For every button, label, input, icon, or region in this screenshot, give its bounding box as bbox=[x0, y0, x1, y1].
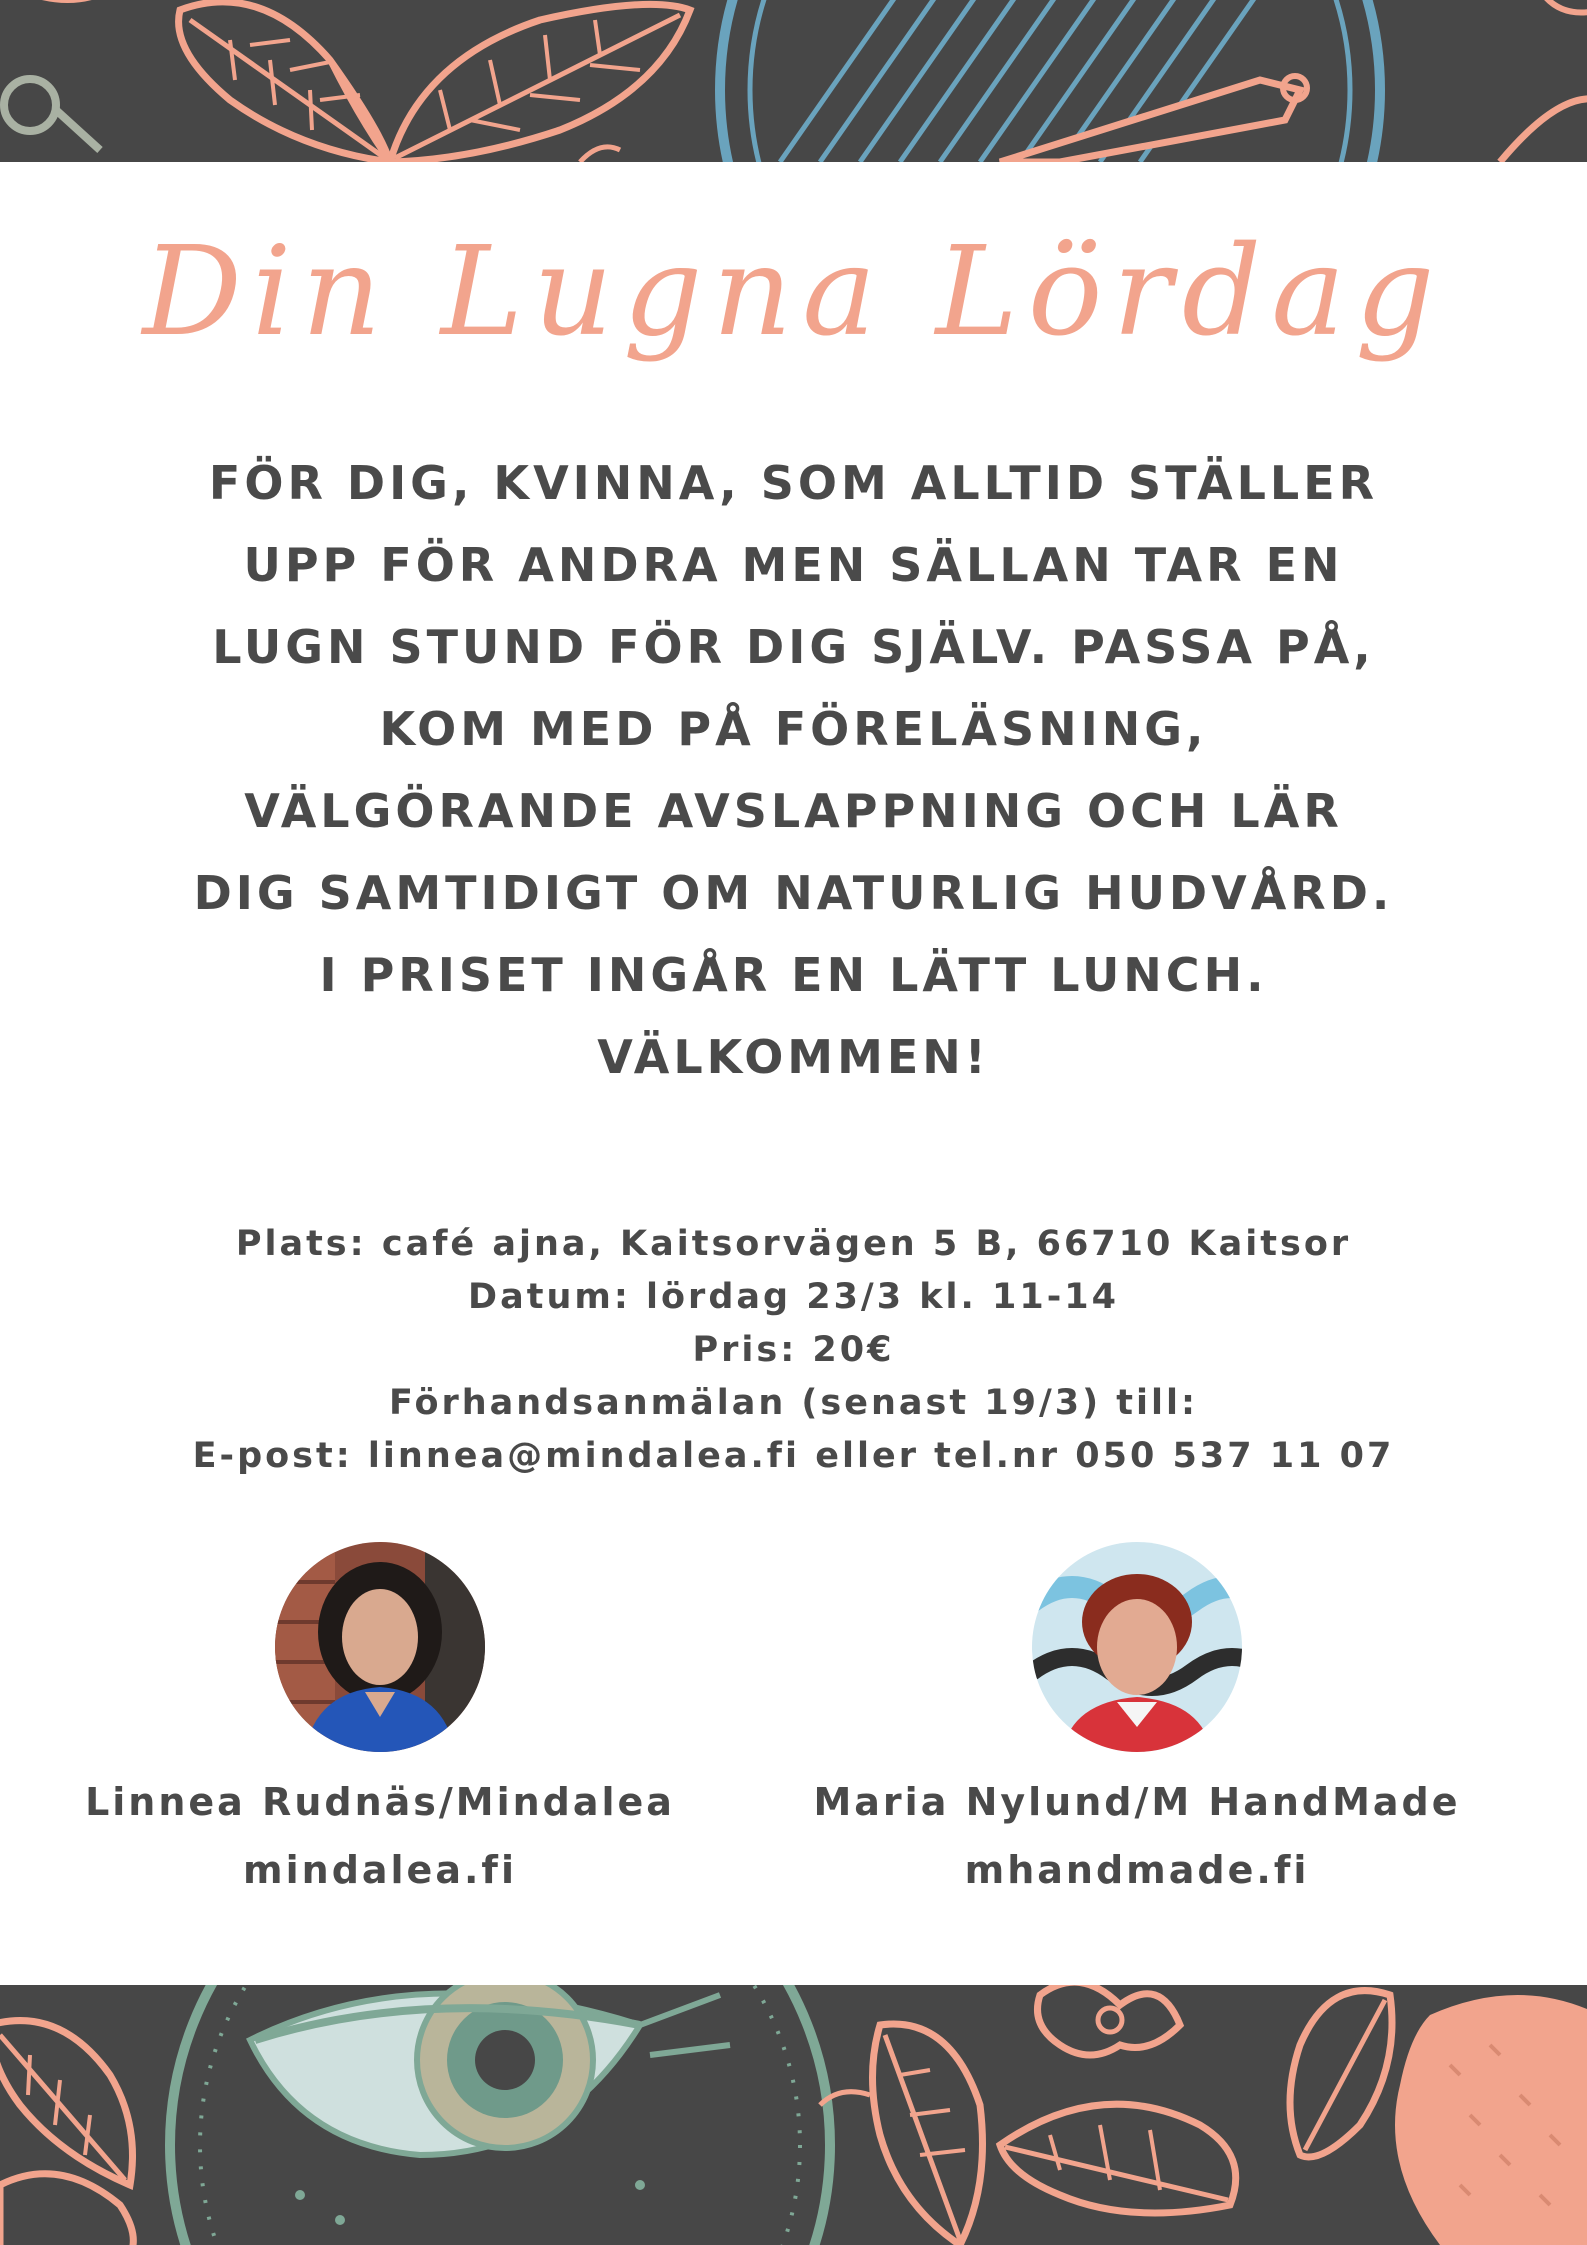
intro-line: DIG SAMTIDIGT OM NATURLIG HUDVÅRD. bbox=[193, 866, 1394, 920]
leaf-icon bbox=[873, 2024, 983, 2245]
flower-icon bbox=[1038, 1985, 1181, 2055]
host-website[interactable]: mhandmade.fi bbox=[964, 1848, 1310, 1892]
host-name: Linnea Rudnäs/Mindalea bbox=[85, 1780, 675, 1824]
event-price: Pris: 20€ bbox=[692, 1330, 895, 1370]
host-card bbox=[757, 1542, 1517, 1898]
intro-text bbox=[180, 442, 1407, 1098]
host-card bbox=[0, 1542, 760, 1898]
botanical-pattern-top bbox=[0, 0, 1587, 162]
avatar bbox=[1032, 1542, 1242, 1752]
intro-line: KOM MED PÅ FÖRELÄSNING, bbox=[379, 702, 1208, 756]
intro-line: FÖR DIG, KVINNA, SOM ALLTID STÄLLER bbox=[208, 456, 1379, 510]
event-date: Datum: lördag 23/3 kl. 11-14 bbox=[468, 1277, 1119, 1317]
event-registration: Förhandsanmälan (senast 19/3) till: bbox=[388, 1383, 1199, 1423]
leaf-icon bbox=[1290, 1991, 1392, 2157]
leaf-icon bbox=[0, 2021, 133, 2185]
leaf-icon bbox=[1000, 2104, 1236, 2213]
ornate-circle-icon bbox=[720, 0, 1380, 162]
avatar bbox=[275, 1542, 485, 1752]
host-name: Maria Nylund/M HandMade bbox=[813, 1780, 1461, 1824]
event-contact: E-post: linnea@mindalea.fi eller tel.nr 050 537 11 07 bbox=[192, 1436, 1395, 1476]
event-details bbox=[0, 1218, 1587, 1483]
botanical-pattern-bottom bbox=[0, 1985, 1587, 2245]
content-panel bbox=[0, 162, 1587, 1985]
intro-line: VÄLGÖRANDE AVSLAPPNING OCH LÄR bbox=[244, 784, 1343, 838]
intro-line: LUGN STUND FÖR DIG SJÄLV. PASSA PÅ, bbox=[212, 620, 1375, 674]
leaf-icon bbox=[179, 2, 390, 162]
leaf-icon bbox=[0, 2174, 133, 2245]
key-ornament-icon bbox=[4, 79, 100, 150]
leaf-icon bbox=[390, 4, 690, 162]
top-decorative-band bbox=[0, 0, 1587, 162]
host-website[interactable]: mindalea.fi bbox=[243, 1848, 517, 1892]
page-title: Din Lugna Lördag bbox=[142, 220, 1445, 364]
bottom-decorative-band bbox=[0, 1985, 1587, 2245]
intro-line: I PRISET INGÅR EN LÄTT LUNCH. bbox=[319, 948, 1268, 1002]
eye-icon bbox=[170, 1985, 830, 2245]
intro-line: UPP FÖR ANDRA MEN SÄLLAN TAR EN bbox=[243, 538, 1344, 592]
event-place: Plats: café ajna, Kaitsorvägen 5 B, 66710 Kaitsor bbox=[235, 1224, 1352, 1264]
fruit-icon bbox=[1395, 1995, 1587, 2245]
intro-line: VÄLKOMMEN! bbox=[597, 1030, 990, 1084]
